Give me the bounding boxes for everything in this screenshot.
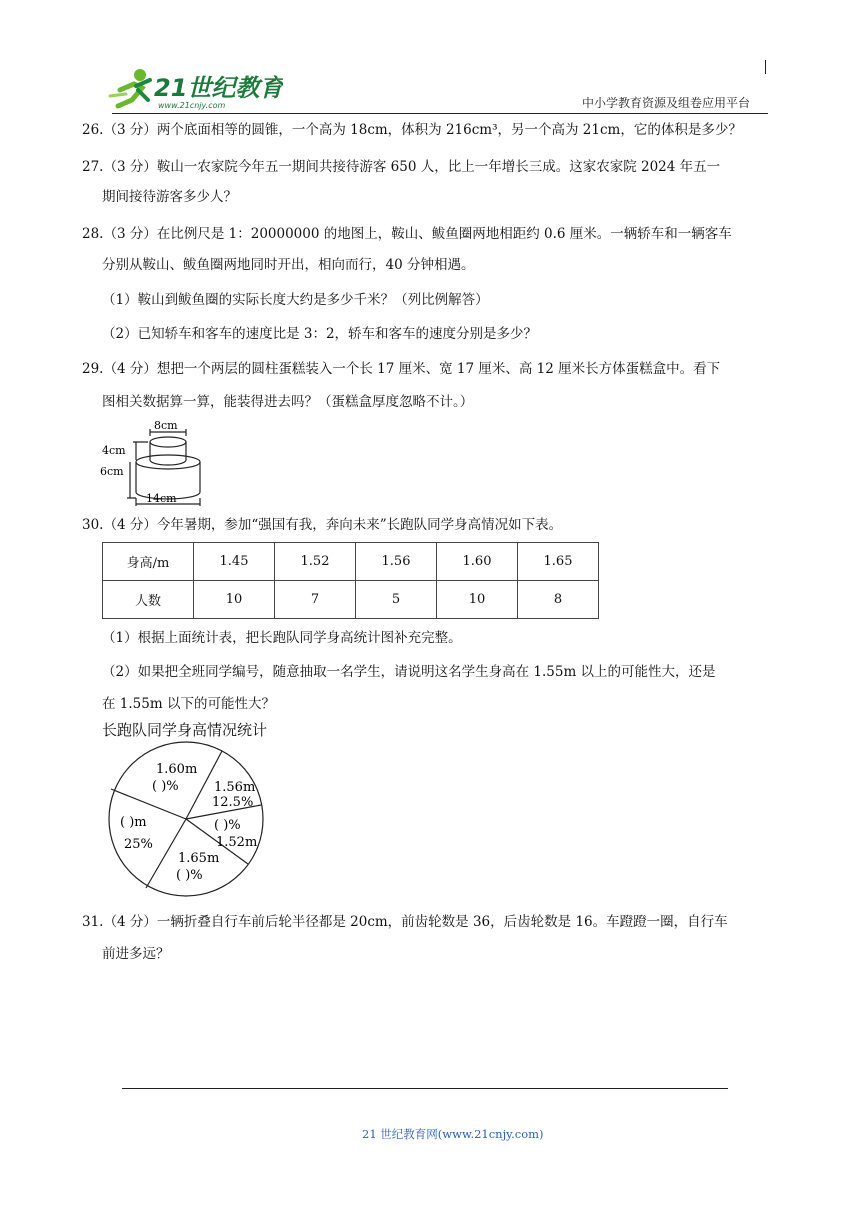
table-cell: 1.45	[194, 543, 275, 581]
runner-icon	[110, 69, 150, 106]
slice-160-label: 1.60m	[156, 762, 198, 777]
question-27-line-1: 27.（3 分）鞍山一农家院今年五一期间共接待游客 650 人，比上一年增长三成。这家农家院 2024 年五一	[82, 159, 721, 175]
footer-rule	[122, 1088, 728, 1089]
slice-145-percent: 25%	[124, 837, 153, 852]
label-bottom-diameter: 14cm	[146, 492, 177, 505]
cake-figure	[100, 418, 215, 510]
slice-160-percent: ( )%	[152, 779, 179, 794]
table-cell: 1.52	[275, 543, 356, 581]
question-26: 26.（3 分）两个底面相等的圆锥，一个高为 18cm，体积为 216cm³，另一个高为 21cm，它的体积是多少？	[82, 122, 742, 138]
table-cell: 10	[437, 581, 518, 619]
question-30-sub-1: （1）根据上面统计表，把长跑队同学身高统计图补充完整。	[102, 630, 462, 646]
header-rule	[112, 113, 768, 114]
question-30-sub-2-line-1: （2）如果把全班同学编号，随意抽取一名学生，请说明这名学生身高在 1.55m 以上的可能性大，还是	[102, 664, 716, 680]
table-header-cell: 人数	[103, 581, 194, 619]
table-cell: 1.60	[437, 543, 518, 581]
question-28-sub-2: （2）已知轿车和客车的速度比是 3：2，轿车和客车的速度分别是多少？	[102, 326, 538, 342]
table-cell: 1.65	[518, 543, 599, 581]
table-row	[103, 543, 599, 581]
table-cell: 10	[194, 581, 275, 619]
slice-165-label: 1.65m	[178, 851, 220, 866]
dim-bottom-height	[127, 462, 136, 498]
slice-156-percent: 12.5%	[212, 795, 254, 810]
question-31-line-1: 31.（4 分）一辆折叠自行车前后轮半径都是 20cm，前齿轮数是 36，后齿轮数是 16。车蹬蹬一圈，自行车	[82, 914, 728, 930]
slice-152-percent: ( )%	[214, 818, 241, 833]
table-cell: 7	[275, 581, 356, 619]
footer-text: 21 世纪教育网(www.21cnjy.com)	[362, 1127, 544, 1141]
table-cell: 5	[356, 581, 437, 619]
table-row	[103, 581, 599, 619]
question-28-sub-1: （1）鞍山到鲅鱼圈的实际长度大约是多少千米？（列比例解答）	[102, 292, 489, 308]
platform-label: 中小学教育资源及组卷应用平台	[582, 96, 751, 110]
slice-165-percent: ( )%	[176, 868, 203, 883]
label-top-height: 4cm	[102, 444, 126, 457]
label-top-diameter: 8cm	[154, 419, 178, 432]
question-30-line-1: 30.（4 分）今年暑期，参加“强国有我，奔向未来”长跑队同学身高情况如下表。	[82, 517, 563, 533]
slice-156-label: 1.56m	[214, 780, 256, 795]
slice-152-label: 1.52m	[216, 835, 258, 850]
table-header-cell: 身高/m	[103, 543, 194, 581]
logo-text: 21世纪教育	[154, 74, 283, 102]
pie-chart-title: 长跑队同学身高情况统计	[102, 721, 268, 739]
question-31-line-2: 前进多远？	[102, 946, 170, 962]
height-table	[102, 542, 599, 619]
slice-145-label: ( )m	[120, 815, 147, 830]
header-mark	[765, 60, 766, 74]
top-top-ellipse	[150, 437, 186, 447]
question-28-line-1: 28.（3 分）在比例尺是 1：20000000 的地图上，鞍山、鲅鱼圈两地相距约 0.6 厘米。一辆轿车和一辆客车	[82, 226, 732, 242]
label-bottom-height: 6cm	[100, 465, 124, 478]
question-29-line-1: 29.（4 分）想把一个两层的圆柱蛋糕装入一个长 17 厘米、宽 17 厘米、高 12 厘米长方体蛋糕盒中。看下	[82, 361, 721, 377]
question-27-line-2: 期间接待游客多少人？	[102, 189, 237, 205]
logo-url: www.21cnjy.com	[158, 101, 226, 110]
table-cell: 8	[518, 581, 599, 619]
question-30-sub-2-line-2: 在 1.55m 以下的可能性大？	[102, 696, 275, 712]
bottom-top-ellipse	[136, 455, 200, 469]
table-cell: 1.56	[356, 543, 437, 581]
question-28-line-2: 分别从鞍山、鲅鱼圈两地同时开出，相向而行，40 分钟相遇。	[102, 257, 475, 273]
pie-chart	[104, 740, 274, 900]
brand-logo	[108, 66, 283, 112]
question-29-line-2: 图相关数据算一算，能装得进去吗？（蛋糕盒厚度忽略不计。）	[102, 394, 474, 410]
